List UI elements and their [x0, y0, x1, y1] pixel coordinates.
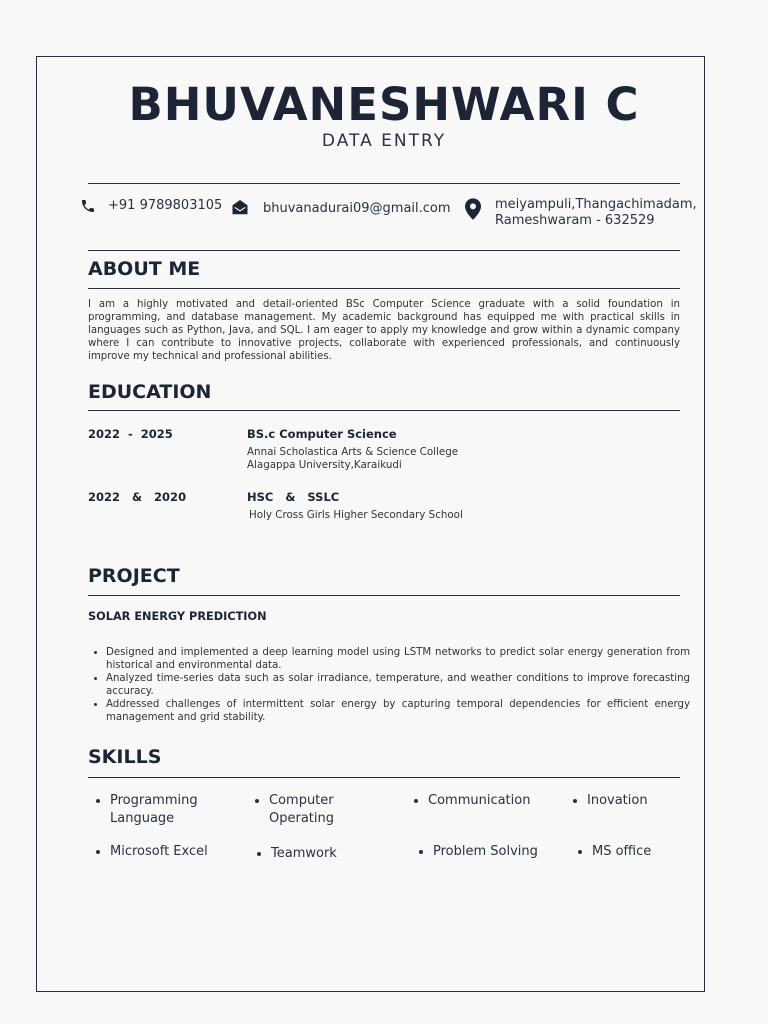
divider	[88, 777, 680, 778]
skill-item: MS office	[592, 843, 692, 861]
skill-item: Problem Solving	[433, 843, 563, 861]
skill-item: Computer Operating	[269, 792, 379, 828]
phone-number[interactable]: +91 9789803105	[108, 198, 223, 213]
divider	[88, 410, 680, 411]
divider	[88, 595, 680, 596]
candidate-name: BHUVANESHWARI C	[128, 78, 640, 131]
skill-item: Inovation	[587, 792, 687, 810]
email-link[interactable]: bhuvanadurai09@gmail.com	[263, 201, 451, 216]
phone-icon	[80, 197, 96, 215]
skill-item: Communication	[428, 792, 558, 810]
address-line-2: Rameshwaram - 632529	[495, 213, 655, 228]
list-item: • Analyzed time-series data such as solar irradiance, temperature, and weather conditions to improve forecasting accuracy.	[106, 673, 690, 699]
about-heading: ABOUT ME	[88, 258, 201, 280]
project-bullets	[88, 647, 690, 724]
list-item: • Addressed challenges of intermittent solar energy by capturing temporal dependencies for efficient energy management and grid stability.	[106, 699, 690, 725]
skills-heading: SKILLS	[88, 746, 162, 768]
project-heading: PROJECT	[88, 565, 180, 587]
address-line-1: meiyampuli,Thangachimadam,	[495, 197, 697, 212]
divider	[88, 183, 680, 184]
education-years: 2022 - 2025	[88, 427, 173, 441]
education-institution: Annai Scholastica Arts & Science College	[247, 446, 459, 458]
divider	[88, 250, 680, 251]
mail-icon	[231, 199, 249, 216]
skill-item: Programming Language	[110, 792, 230, 828]
divider	[88, 288, 680, 289]
education-university: Alagappa University,Karaikudi	[247, 459, 402, 471]
education-years: 2022 & 2020	[88, 490, 187, 504]
about-text: I am a highly motivated and detail-oriented BSc Computer Science graduate with a solid foundation in programming, and database management. My academic background has equipped me with practical skills in languages such as Python, Java, and SQL. I am eager to apply my knowledge and grow within a dynamic company where I can contribute to innovative projects, collaborate with experienced professionals, and continuously improve my technical and professional abilities.	[88, 299, 680, 363]
job-title: DATA ENTRY	[321, 131, 447, 151]
location-pin-icon	[465, 198, 481, 220]
education-institution: Holy Cross Girls Higher Secondary School	[249, 509, 463, 521]
skill-item: Teamwork	[271, 845, 381, 863]
project-title: SOLAR ENERGY PREDICTION	[88, 610, 267, 623]
education-degree: BS.c Computer Science	[247, 427, 397, 441]
education-heading: EDUCATION	[88, 381, 212, 403]
list-item: • Designed and implemented a deep learning model using LSTM networks to predict solar energy generation from historical and environmental data.	[106, 647, 690, 673]
skill-item: Microsoft Excel	[110, 843, 240, 861]
education-degree: HSC & SSLC	[247, 490, 340, 504]
